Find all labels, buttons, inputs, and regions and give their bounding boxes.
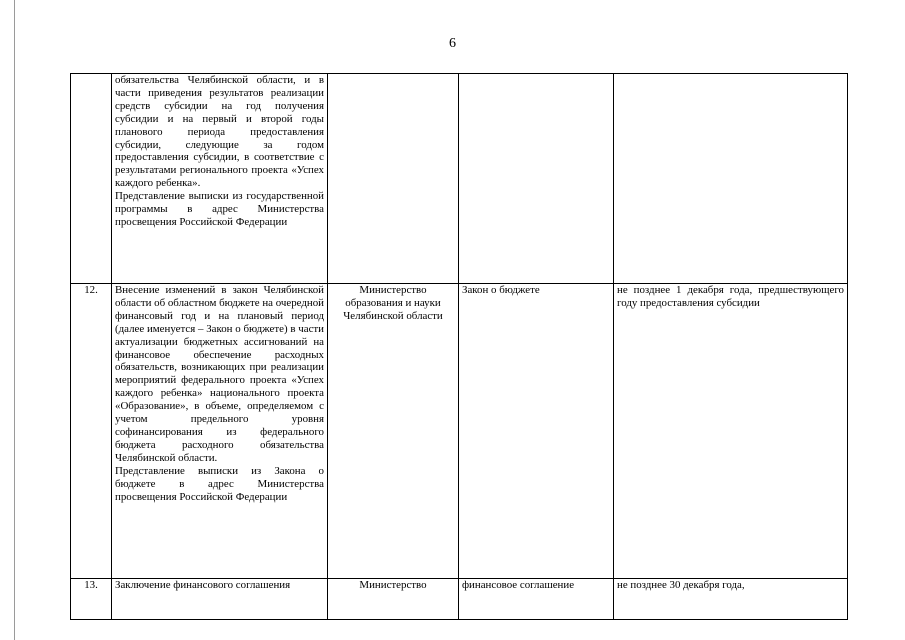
responsible-cell [328,74,459,284]
action-paragraph: Заключение финансового соглашения [115,579,291,591]
action-cell [112,284,328,579]
page-number: 6 [449,36,456,51]
action-cell [112,579,328,620]
document-cell: Закон о бюджете [459,284,614,579]
deadline-cell [614,74,848,284]
document-cell: финансовое соглашение [459,579,614,620]
action-cell [112,74,328,284]
table-row [71,74,848,284]
document-cell [459,74,614,284]
action-paragraph: Представление выписки из государственной программы в адрес Министерства просвещения Российской Федерации [115,190,324,228]
table-row [71,579,848,620]
row-number-cell [71,74,112,284]
row-number-cell: 13. [71,579,112,620]
deadline-cell: не позднее 30 декабря года, [614,579,848,620]
action-paragraph: Внесение изменений в закон Челябинской области об областном бюджете на очередной финансовый год и на плановый период (далее именуется – Закон о бюджете) в части актуализации бюджетных ассигнований на финансовое обеспечение расходных обязательств, возникающих при реализации мероприятий федерального проекта «Успех каждого ребенка» национального проекта «Образование», в объеме, определяемом с учетом предельного уровня софинансирования из федерального бюджета расходного обязательства Челябинской области. [115,284,324,464]
responsible-cell: Министерство образования и науки Челябинской области [328,284,459,579]
action-paragraph: Представление выписки из Закона о бюджете в адрес Министерства просвещения Российской Федерации [115,464,324,503]
deadline-cell: не позднее 1 декабря года, предшествующего году предоставления субсидии [614,284,848,579]
measures-table [70,73,848,620]
table-row [71,284,848,579]
row-number-cell: 12. [71,284,112,579]
page-edge-line [14,0,15,640]
responsible-cell: Министерство [328,579,459,620]
action-paragraph: обязательства Челябинской области, и в части приведения результатов реализации средств субсидии на год получения субсидии и на первый и второй годы планового периода предоставления субсидии, следующие за годом предоставления субсидии, в соответствие с результатами регионального проекта «Успех каждого ребенка». [115,74,324,190]
